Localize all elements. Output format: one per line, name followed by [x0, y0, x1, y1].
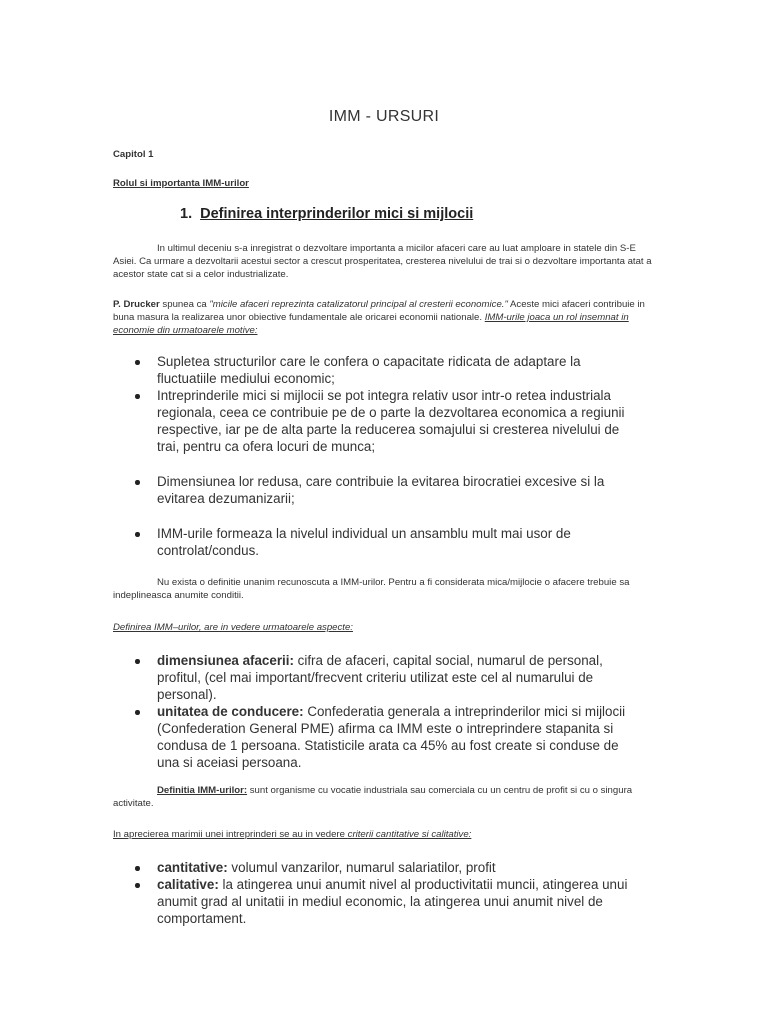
paragraph-drucker	[113, 298, 658, 337]
list-item-label: calitative:	[157, 877, 219, 892]
paragraph-text: sunt organisme cu vocatie industriala sau comerciala cu un centru de profit si cu o singura activitate.	[113, 785, 633, 809]
paragraph-definition	[113, 784, 658, 810]
list-item-text: IMM-urile formeaza la nivelul individual un ansamblu mult mai usor de controlat/condus.	[157, 526, 571, 558]
bullet-icon	[135, 360, 140, 365]
bullet-icon	[135, 394, 140, 399]
paragraph-intro: In ultimul deceniu s-a inregistrat o dezvoltare importanta a micilor afaceri care au luat amploare in statele din S-E Asiei. Ca urmare a dezvoltarii acestui sector a crescut prosperitatea, cresterea nivelului de trai si o dezvoltare importanta atat a acestor state cat si a celor industrializate.	[113, 243, 652, 280]
bullet-icon	[135, 480, 140, 485]
chapter-label: Capitol 1	[113, 149, 154, 160]
paragraph-text: In aprecierea marimii unei intreprinderi se au in vedere	[113, 829, 348, 840]
list-item	[113, 353, 643, 387]
list-item-label: unitatea de conducere:	[157, 704, 304, 719]
quote-text: "micile afaceri reprezinta catalizatorul principal al cresterii economice."	[209, 299, 508, 310]
bullet-icon	[135, 866, 140, 871]
list-item	[113, 652, 643, 703]
list-item	[113, 703, 643, 771]
aspects-list	[113, 652, 643, 771]
list-item	[113, 859, 643, 876]
bullet-icon	[135, 532, 140, 537]
paragraph-aspects: Definirea IMM–urilor, are in vedere urmatoarele aspecte:	[113, 622, 353, 633]
list-item-text: Confederatia generala a intreprinderilor mici si mijlocii (Confederation General PME) afirma ca IMM este o intreprindere stapanita si condusa de 1 persoana. Statisticile arata ca 45% au fost create si conduse de una si aceiasi persoana.	[157, 704, 626, 770]
criteria-text: criterii cantitative si calitative:	[347, 829, 472, 840]
list-item	[113, 473, 643, 507]
author-name: P. Drucker	[113, 299, 160, 310]
list-item-label: cantitative:	[157, 860, 228, 875]
paragraph-text: Aceste mici afaceri contribuie in buna masura la realizarea unor obiective fundamentale ale oricarei economii nationale.	[113, 299, 645, 323]
heading-text: Definirea interprinderilor mici si mijlocii	[200, 206, 474, 222]
section-subtitle: Rolul si importanta IMM-urilor	[113, 178, 249, 189]
paragraph-text: spunea ca	[159, 299, 210, 310]
section-heading	[180, 206, 473, 222]
paragraph-conditions: Nu exista o definitie unanim recunoscuta a IMM-urilor. Pentru a fi considerata mica/mijlocie o afacere trebuie sa indeplineasca anumite conditii.	[113, 577, 630, 601]
list-item	[113, 876, 643, 927]
bullet-icon	[135, 659, 140, 664]
list-item-text: Supletea structurilor care le confera o capacitate ridicata de adaptare la fluctuatiile mediului economic;	[157, 354, 581, 386]
paragraph-tail: IMM-urile joaca un rol insemnat in economie din urmatoarele motive:	[113, 312, 629, 336]
bullet-icon	[135, 883, 140, 888]
bullet-icon	[135, 710, 140, 715]
list-item-text: la atingerea unui anumit nivel al productivitatii muncii, atingerea unui anumit grad al unitatii in mediul economic, la atingerea unui anumit nivel de comportament.	[157, 877, 628, 926]
list-item	[113, 387, 643, 455]
list-item-text: Dimensiunea lor redusa, care contribuie la evitarea birocratiei excesive si la evitarea dezumanizarii;	[157, 474, 605, 506]
list-item-text: volumul vanzarilor, numarul salariatilor, profit	[227, 860, 496, 875]
list-item-label: dimensiunea afacerii:	[157, 653, 294, 668]
document-title: IMM - URSURI	[328, 108, 440, 125]
heading-number: 1.	[180, 206, 193, 222]
list-spacer	[113, 455, 643, 473]
criteria-list	[113, 859, 643, 927]
list-item-text: cifra de afaceri, capital social, numarul de personal, profitul, (cel mai important/frecvent criteriu utilizat este cel al numarului de personal).	[157, 653, 603, 702]
paragraph-criteria	[113, 828, 471, 841]
list-item	[113, 525, 643, 559]
list-spacer	[113, 507, 643, 525]
list-item-text: Intreprinderile mici si mijlocii se pot integra relativ usor intr-o retea industriala regionala, ceea ce contribuie pe de o parte la dezvoltarea economica a regiunii respective, iar pe de alta parte la reducerea somajului si cresterea nivelului de trai, pentru ca ofera locuri de munca;	[157, 388, 625, 454]
reasons-list	[113, 353, 643, 559]
definition-label: Definitia IMM-urilor:	[157, 785, 248, 796]
